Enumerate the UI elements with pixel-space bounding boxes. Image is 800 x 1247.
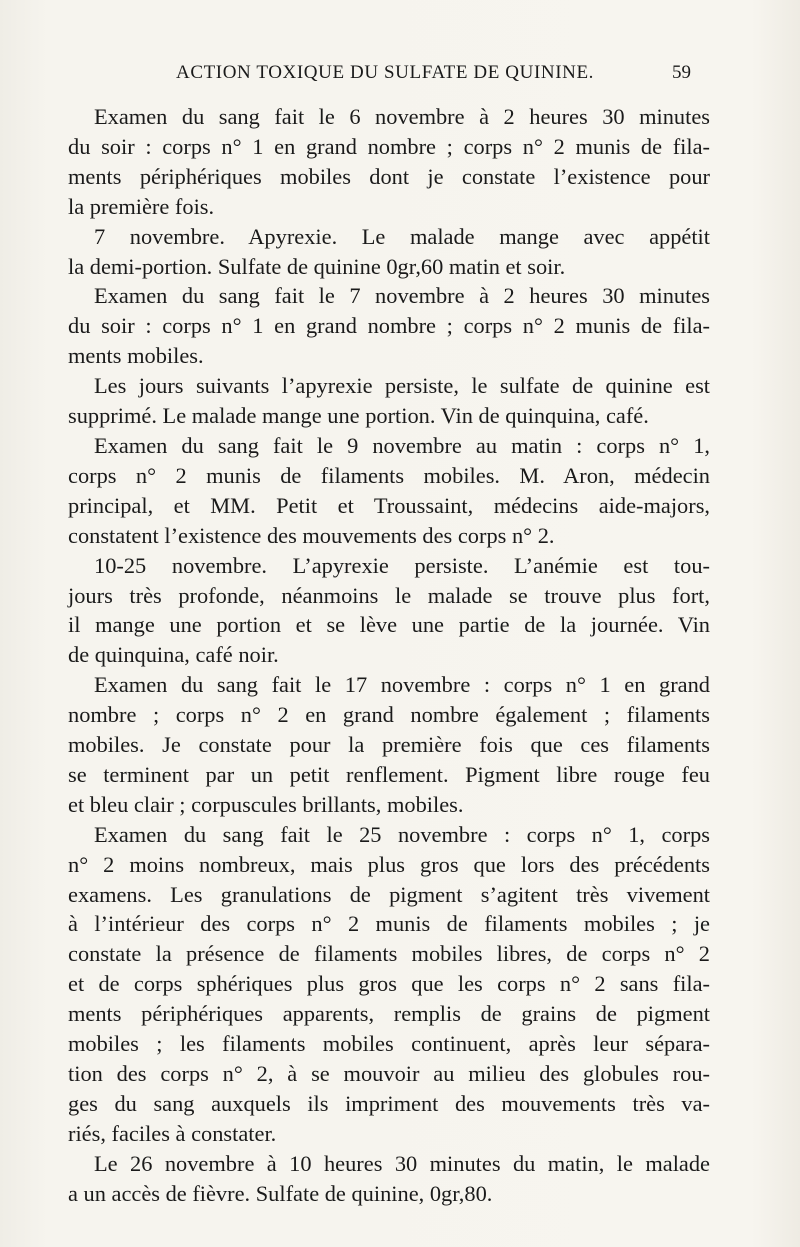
body-text [68,102,710,1209]
text-line: et de corps sphériques plus gros que les corps n° 2 sans fila- [68,971,710,997]
text-line: à l’intérieur des corps n° 2 munis de filaments mobiles ; je [68,911,710,937]
text-line: nombre ; corps n° 2 en grand nombre également ; filaments [68,702,710,728]
text-line: la première fois. [68,193,215,219]
text-line: principal, et MM. Petit et Troussaint, médecins aide-majors, [68,492,710,518]
text-line: Examen du sang fait le 17 novembre : corps n° 1 en grand [94,672,710,698]
text-line: Examen du sang fait le 25 novembre : corps n° 1, corps [94,821,710,847]
text-line: ments périphériques mobiles dont je constate l’existence pour [68,163,710,189]
text-line: du soir : corps n° 1 en grand nombre ; corps n° 2 munis de fila- [68,133,710,159]
paragraph [68,102,710,222]
text-line: mobiles ; les filaments mobiles continuent, après leur sépara- [68,1031,710,1057]
text-line: ments mobiles. [68,343,204,369]
paragraph [68,222,710,282]
text-line: corps n° 2 munis de filaments mobiles. M. Aron, médecin [68,462,710,488]
text-line: a un accès de fièvre. Sulfate de quinine, 0gr,80. [68,1180,493,1206]
paragraph [68,670,710,820]
text-line: ges du sang auxquels ils impriment des mouvements très va- [68,1090,710,1116]
running-title: ACTION TOXIQUE DU SULFATE DE QUININE. [176,62,594,83]
page-number: 59 [672,62,691,83]
paragraph [68,371,710,431]
text-line: Le 26 novembre à 10 heures 30 minutes du matin, le malade [94,1150,710,1176]
paragraph [68,551,710,671]
text-line: de quinquina, café noir. [68,642,279,668]
text-line: mobiles. Je constate pour la première fois que ces filaments [68,732,710,758]
text-line: Examen du sang fait le 6 novembre à 2 heures 30 minutes [94,104,710,129]
text-line: 10-25 novembre. L’apyrexie persiste. L’anémie est tou- [94,552,710,578]
text-line: ments périphériques apparents, remplis de grains de pigment [68,1001,710,1027]
text-line: n° 2 moins nombreux, mais plus gros que lors des précédents [68,851,710,877]
page-header [0,60,800,90]
text-line: se terminent par un petit renflement. Pigment libre rouge feu [68,761,710,787]
text-line: Examen du sang fait le 7 novembre à 2 heures 30 minutes [94,283,710,309]
paragraph [68,1149,710,1209]
text-line: supprimé. Le malade mange une portion. Vin de quinquina, café. [68,403,649,429]
text-line: du soir : corps n° 1 en grand nombre ; corps n° 2 munis de fila- [68,313,710,339]
text-line: constatent l’existence des mouvements des corps n° 2. [68,522,555,548]
text-line: et bleu clair ; corpuscules brillants, mobiles. [68,791,464,817]
text-line: 7 novembre. Apyrexie. Le malade mange avec appétit [94,223,710,249]
text-line: il mange une portion et se lève une partie de la journée. Vin [68,612,710,638]
text-line: la demi-portion. Sulfate de quinine 0gr,60 matin et soir. [68,253,566,279]
paragraph [68,281,710,371]
text-line: riés, faciles à constater. [68,1120,277,1146]
paragraph [68,431,710,551]
text-line: jours très profonde, néanmoins le malade se trouve plus fort, [68,582,710,608]
text-line: constate la présence de filaments mobiles libres, de corps n° 2 [68,941,710,967]
text-line: tion des corps n° 2, à se mouvoir au milieu des globules rou- [68,1061,710,1086]
text-line: examens. Les granulations de pigment s’agitent très vivement [68,881,710,907]
text-line: Examen du sang fait le 9 novembre au matin : corps n° 1, [94,432,710,458]
text-line: Les jours suivants l’apyrexie persiste, le sulfate de quinine est [94,373,710,399]
paragraph [68,820,710,1149]
